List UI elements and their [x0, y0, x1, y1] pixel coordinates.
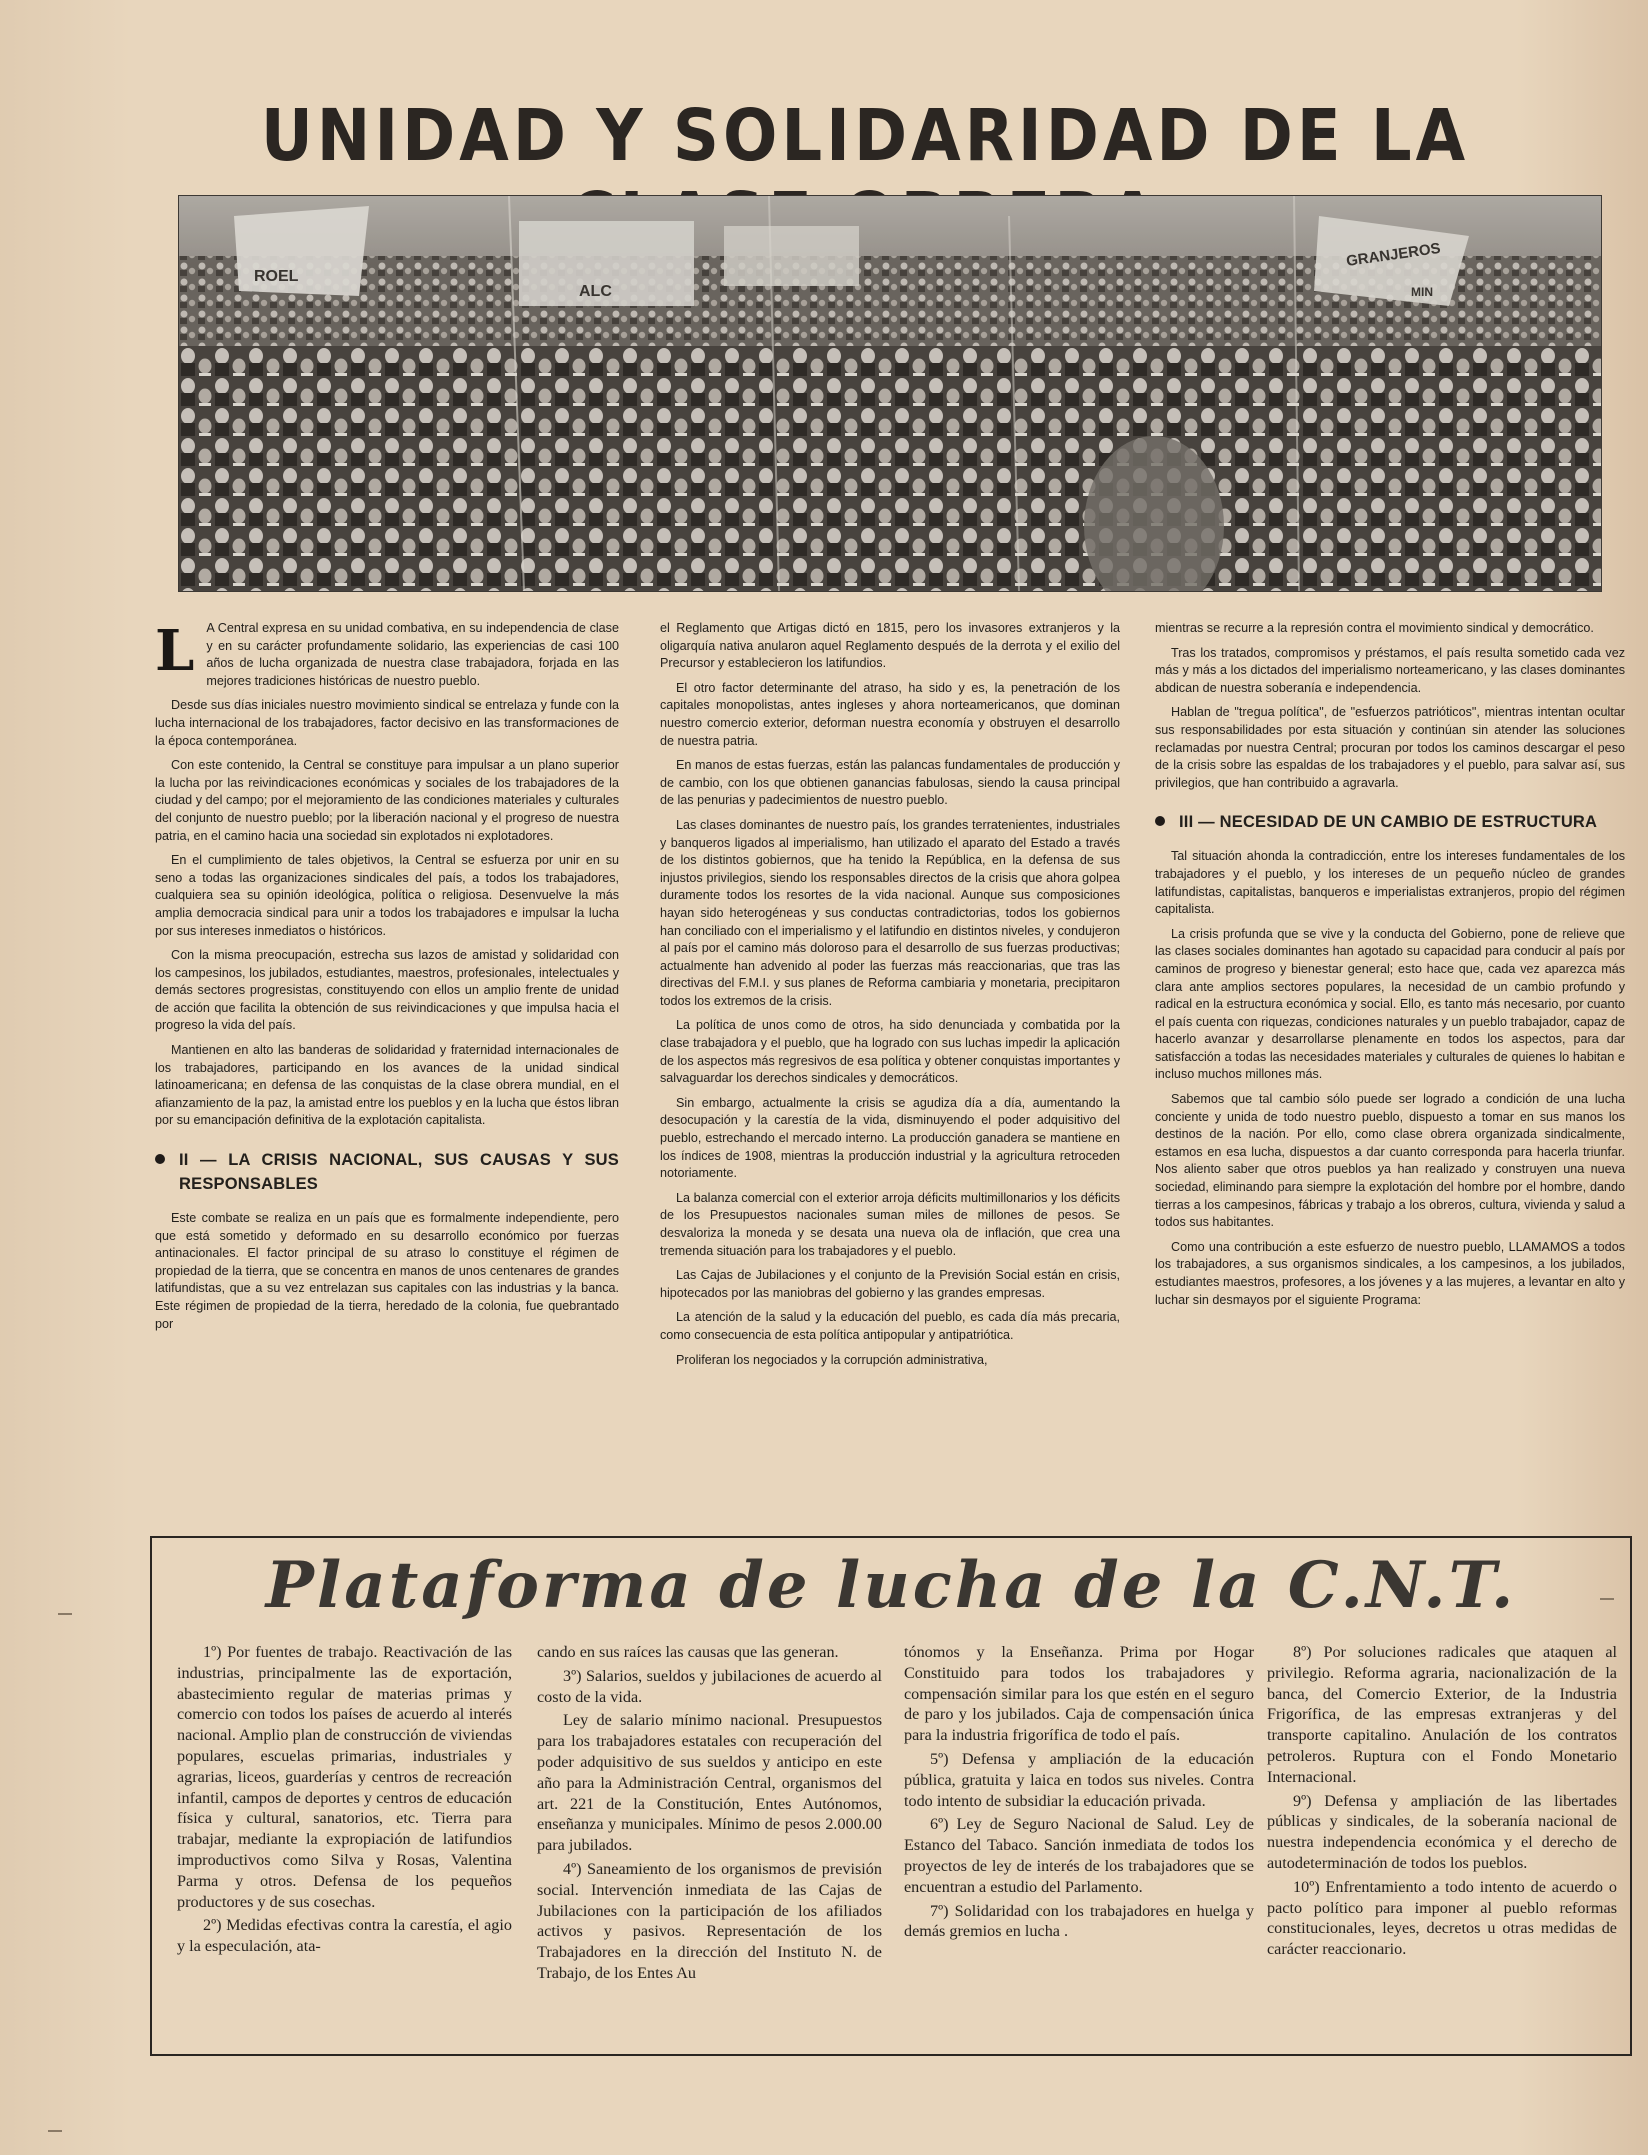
article-paragraph: Desde sus días iniciales nuestro movimiento sindical se entrelaza y funde con la lucha internacional de los trabajadores, factor decisivo en las transformaciones de la época contemporánea.	[155, 698, 620, 748]
platform-item: 6º) Ley de Seguro Nacional de Salud. Ley de Estanco del Tabaco. Sanción inmediata de todos los proyectos de ley de interés de los trabajadores que se encuentran a estudio del Parlamento.	[904, 1815, 1254, 1896]
article-column-3	[1155, 620, 1625, 1316]
section-heading-3	[1155, 810, 1625, 834]
platform-item: 7º) Solidaridad con los trabajadores en huelga y demás gremios en lucha .	[904, 1901, 1254, 1941]
article-paragraph: Proliferan los negociados y la corrupción administrativa,	[676, 1352, 988, 1367]
section-title: II — LA CRISIS NACIONAL, SUS CAUSAS Y SUS RESPONSABLES	[179, 1151, 619, 1194]
platform-item: 9º) Defensa y ampliación de las libertades públicas y sindicales, de la soberanía nacional de nuestra independencia económica y el derecho de autodeterminación de todos los pueblos.	[1267, 1791, 1617, 1872]
banner-text-2: ALC	[579, 283, 612, 300]
paper-mark	[1600, 1598, 1614, 1600]
paper-mark	[48, 2130, 62, 2132]
article-paragraph: Sabemos que tal cambio sólo puede ser logrado a condición de una lucha conciente y unida de todo nuestro pueblo, dispuesto a tomar en sus manos los destinos de la nación. Por ello, como clase obrera organizada sindicalmente, estamos en esa lucha, dispuestos a dar cuanto corresponda para hacerla triunfar. Nos aliento saber que otros pueblos ya han realizado y construyen una nueva sociedad, eliminando para siempre la explotación del hombre por el hombre, dando tierras a los campesinos, fábricas y trabajo a los obreros, cultura, vivienda y salud a todos sus habitantes.	[1155, 1092, 1625, 1230]
platform-item: 1º) Por fuentes de trabajo. Reactivación de las industrias, principalmente las de exportación, abastecimiento regular de materias primas y comercio con todos los países de acuerdo al interés nacional. Amplio plan de construcción de viviendas populares, escuelas primarias, industriales y agrarias, liceos, guarderías y centros de recreación infantil, campos de deportes y centros de educación física y cultural, sanatorios, etc. Tierra para trabajar, mediante la expropiación de latifundios improductivos como Silva y Rosas, Valentina Parma y otros. Defensa de los pequeños productores y de sus cosechas.	[177, 1643, 512, 1911]
article-paragraph: La política de unos como de otros, ha sido denunciada y combatida por la clase trabajadora y el pueblo, que ha logrado con sus luchas impedir la aplicación de los aspectos más regresivos de esa política y obtener conquistas importantes y salvaguardar los derechos sindicales y democráticos.	[660, 1018, 1120, 1086]
article-column-1	[155, 620, 619, 1340]
platform-title: Plataforma de lucha de la C.N.T.	[265, 1548, 1517, 1623]
platform-item: 10º) Enfrentamiento a todo intento de acuerdo o pacto político para imponer al pueblo reformas constitucionales, leyes, decretos u otras medidas de carácter reaccionario.	[1267, 1877, 1617, 1959]
section-heading-2	[155, 1148, 619, 1196]
article-paragraph: Las clases dominantes de nuestro país, los grandes terratenientes, industriales y banqueros ligados al imperialismo, han utilizado el aparato del Estado a través de los distintos gobiernos, que ha tenido la República, en la defensa de sus injustos privilegios, siendo los responsables directos de la crisis que ahora golpea duramente todos los resortes de la vida nacional. Aunque sus composiciones hayan sido heterogéneas y sus conductas contradictorias, todos los gobiernos han conciliado con el imperialismo y el latifundio en distintos niveles, y condujeron al país por el camino más doloroso para el desarrollo de sus fuerzas productivas; actualmente han advenido al poder las fuerzas más reaccionarias, que tras las directivas del F.M.I. y sus planes de Reforma cambiaria y monetaria, precipitaron todos los extremos de la crisis.	[660, 817, 1120, 1008]
banner-text-3: GRANJEROS	[1345, 239, 1442, 270]
article-paragraph: Tras los tratados, compromisos y préstamos, el país resulta sometido cada vez más y más a los dictados del imperialismo norteamericano, y las clases dominantes abdican de nuestra soberanía e independencia.	[1155, 645, 1625, 695]
platform-item: 3º) Salarios, sueldos y jubilaciones de acuerdo al costo de la vida.	[537, 1666, 882, 1706]
article-paragraph: Hablan de "tregua política", de "esfuerzos patrióticos", mientras intentan ocultar sus responsabilidades por esta situación y continúan sin atender las soluciones reclamadas por nuestra Central; procuran por todos los caminos descargar el peso de la crisis sobre las espaldas de los trabajadores y el pueblo, para salvar así, sus privilegios, que han contribuido a agravarla.	[1155, 705, 1625, 790]
banner-text-1: ROEL	[254, 268, 299, 285]
platform-item: cando en sus raíces las causas que las generan.	[537, 1643, 839, 1661]
platform-item: 2º) Medidas efectivas contra la carestía, el agio y la especulación, ata-	[177, 1916, 512, 1956]
headline: UNIDAD Y SOLIDARIDAD DE LA	[260, 95, 1470, 178]
crowd-photo-graphic	[179, 196, 1601, 591]
article-paragraph: A Central expresa en su unidad combativa, en su independencia de clase y en su carácter profundamente solidario, las experiencias de casi 100 años de lucha organizada de nuestra clase trabajadora, forjada en las mejores tradiciones históricas de nuestro pueblo.	[206, 621, 619, 688]
article-paragraph: La balanza comercial con el exterior arroja déficits multimillonarios y los déficits de los Presupuestos nacionales suman miles de millones de pesos. Se desvaloriza la moneda y se desata una nueva ola de inflación, que crea una tremenda situación para los trabajadores y el pueblo.	[660, 1190, 1120, 1258]
platform-box	[150, 1536, 1632, 2056]
paper-mark	[58, 1613, 72, 1615]
platform-item: 8º) Por soluciones radicales que ataquen al privilegio. Reforma agraria, nacionalización de la banca, del Comercio Exterior, de la Industria Frigorífica, de las empresas extranjeras y del transporte capitalino. Anulación de los contratos petroleros. Ruptura con el Fondo Monetario Internacional.	[1267, 1643, 1617, 1786]
drop-cap: L	[155, 618, 195, 684]
crowd-photo	[178, 195, 1602, 592]
article-paragraph: La atención de la salud y la educación del pueblo, es cada día más precaria, como consecuencia de esta política antipopular y antipatriótica.	[660, 1310, 1120, 1342]
article-paragraph: Mantienen en alto las banderas de solidaridad y fraternidad internacionales de los trabajadores, participando en los avances de la unidad sindical latinoamericana; en defensa de las conquistas de la clase obrera mundial, en el afianzamiento de la paz, la amistad entre los pueblos y en la lucha que éstos libran por su emancipación definitiva de la explotación capitalista.	[155, 1043, 619, 1128]
section-title: III — NECESIDAD DE UN CAMBIO DE ESTRUCTURA	[1179, 813, 1598, 832]
article-paragraph: el Reglamento que Artigas dictó en 1815, pero los invasores extranjeros y la oligarquía nativa anularon aquel Reglamento después de la derrota y el exilio del Precursor y establecieron los latifundios.	[660, 621, 1120, 671]
article-paragraph: Las Cajas de Jubilaciones y el conjunto de la Previsión Social están en crisis, hipotecados por las maniobras del gobierno y las grandes empresas.	[660, 1268, 1120, 1300]
article-column-2	[660, 620, 1120, 1376]
platform-column-4	[1267, 1642, 1617, 1963]
platform-item: Ley de salario mínimo nacional. Presupuestos para los trabajadores estatales con recuperación del poder adquisitivo de sus sueldos y anticipo en este año para la Administración Central, organismos del art. 221 de la Constitución, Entes Autónomos, enseñanza y municipales. Mínimo de pesos 2.000.00 para jubilados.	[537, 1711, 882, 1855]
article-paragraph: Con la misma preocupación, estrecha sus lazos de amistad y solidaridad con los campesinos, los jubilados, estudiantes, maestros, profesionales, intelectuales y demás sectores progresistas, constituyendo con ellos un amplio frente de unidad de acción que facilita la obtención de sus reivindicaciones y que impulsa hacia el progreso la vida del país.	[155, 948, 619, 1033]
platform-item: tónomos y la Enseñanza. Prima por Hogar Constituido para todos los trabajadores y compensación similar para los que estén en el seguro de paro y los jubilados. Caja de compensación única para la industria frigorífica de todo el país.	[904, 1643, 1254, 1745]
article-paragraph: Tal situación ahonda la contradicción, entre los intereses fundamentales de los trabajadores y el pueblo, y los intereses de un pequeño núcleo de grandes latifundistas, capitalistas, banqueros e imperialistas extranjeros, propio del régimen capitalista.	[1155, 849, 1625, 917]
article-paragraph: Como una contribución a este esfuerzo de nuestro pueblo, LLAMAMOS a todos los trabajadores, a sus organismos sindicales, a los campesinos, a los jubilados, estudiantes maestros, profesores, a los jóvenes y a las mujeres, a levantar en alto y luchar sin desmayos por el siguiente Programa:	[1155, 1239, 1625, 1307]
platform-item: 4º) Saneamiento de los organismos de previsión social. Intervención inmediata de las Cajas de Jubilaciones con la participación de los afiliados activos y pasivos. Representación de los Trabajadores en la dirección del Instituto N. de Trabajo, de los Entes Au	[537, 1859, 882, 1982]
article-paragraph: En manos de estas fuerzas, están las palancas fundamentales de producción y de cambio, con los que obtienen ganancias fabulosas, siendo la causa principal de las penurias y padecimientos de nuestro pueblo.	[660, 758, 1120, 808]
banner-text-4: MIN	[1411, 285, 1433, 299]
article-paragraph: El otro factor determinante del atraso, ha sido y es, la penetración de los capitales monopolistas, antes ingleses y ahora norteamericanos, que dominan nuestro comercio exterior, deforman nuestra economía y obstruyen el desarrollo de nuestra patria.	[660, 680, 1120, 748]
article-paragraph: En el cumplimiento de tales objetivos, la Central se esfuerza por unir en su seno a todas las organizaciones sindicales del país, a todos los trabajadores, cualquiera sea su opinión ideológica, política o religiosa. Desenvuelve la más amplia democracia sindical para unir a todos los trabajadores e impulsar la lucha por sus intereses inmediatos o históricos.	[155, 853, 619, 938]
platform-item: 5º) Defensa y ampliación de la educación pública, gratuita y laica en todos sus niveles. Contra todo intento de subsidiar la educación privada.	[904, 1749, 1254, 1810]
article-paragraph: Sin embargo, actualmente la crisis se agudiza día a día, aumentando la desocupación y la carestía de la vida, disminuyendo el poder adquisitivo del pueblo, estrechando el mercado interno. La producción ganadera se mantiene en los índices de 1908, mientras la producción industrial y la agricultura retroceden notoriamente.	[660, 1095, 1120, 1181]
article-paragraph: La crisis profunda que se vive y la conducta del Gobierno, pone de relieve que las clases sociales dominantes han agotado su capacidad para conducir al país por caminos de progreso y bienestar general; esto hace que, cada vez aparezca más clara ante amplios sectores populares, la necesidad de un cambio profundo y radical en la estructura económica y social. Ello, es tanto más necesario, por cuanto el país cuenta con riquezas, condiciones naturales y un pueblo trabajador, capaz de hacerlo avanzar y desarrollarse plenamente en todos los aspectos, para dar satisfacción a todas las necesidades materiales y culturales de quienes lo habitan e incluso muchos millones más.	[1155, 926, 1625, 1082]
bullet-icon	[155, 1154, 165, 1164]
platform-column-2	[537, 1642, 882, 1987]
platform-column-3	[904, 1642, 1254, 1945]
platform-column-1	[177, 1642, 512, 1960]
article-paragraph: Este combate se realiza en un país que es formalmente independiente, pero que está sometido y deformado en su desarrollo económico por fuerzas antinacionales. El factor principal de su atraso lo constituye el régimen de propiedad de la tierra, que se concentra en manos de unos centenares de grandes latifundistas, que a su vez entrelazan sus capitales con las industrias y la banca. Este régimen de propiedad de la tierra, heredado de la colonia, fue quebrantado por	[155, 1211, 619, 1331]
bullet-icon	[1155, 816, 1165, 826]
article-paragraph: Con este contenido, la Central se constituye para impulsar a un plano superior la lucha por las reivindicaciones económicas y sociales de los trabajadores de la ciudad y del campo; por el mejoramiento de las condiciones materiales y culturales del conjunto de nuestro pueblo; por la liberación nacional y el progreso de nuestra patria, en el camino hacia una sociedad sin explotados ni explotadores.	[155, 758, 619, 843]
article-paragraph: mientras se recurre a la represión contra el movimiento sindical y democrático.	[1155, 621, 1594, 635]
